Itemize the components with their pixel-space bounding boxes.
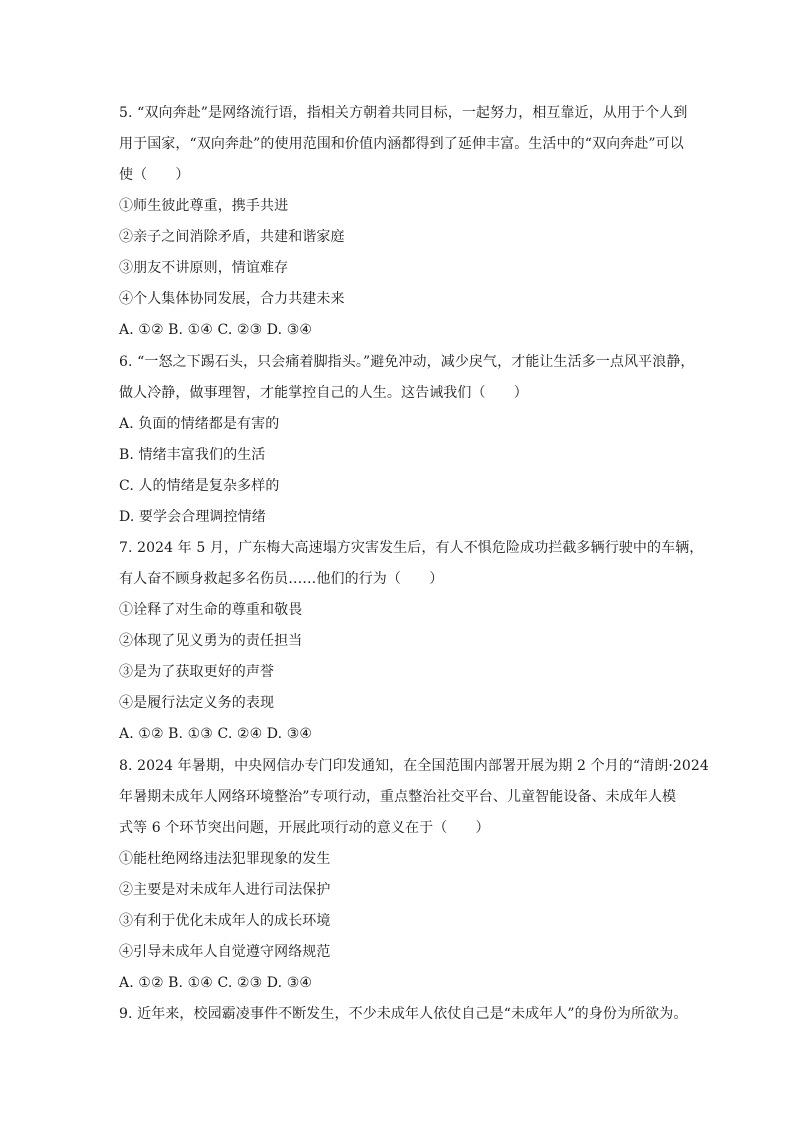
q7-options: A. ①② B. ①③ C. ②④ D. ③④ bbox=[119, 726, 312, 742]
q8-stem-line-3: 式等 6 个环节突出问题，开展此项行动的意义在于（ ） bbox=[119, 820, 490, 836]
q7-stem-line-1: 7. 2024 年 5 月，广东梅大高速塌方灾害发生后，有人不惧危险成功拦截多辆行驶中的车辆， bbox=[119, 540, 704, 556]
q6-stem-line-2: 做人冷静，做事理智，才能掌控自己的人生。这告诫我们（ ） bbox=[119, 385, 528, 401]
q6-option-b: B. 情绪丰富我们的生活 bbox=[119, 447, 266, 463]
q5-statement-1: ①师生彼此尊重，携手共进 bbox=[119, 198, 289, 214]
q8-options: A. ①② B. ①④ C. ②③ D. ③④ bbox=[119, 975, 312, 991]
q5-stem-line-1: 5. “双向奔赴”是网络流行语，指相关方朝着共同目标，一起努力，相互靠近，从用于个人到 bbox=[119, 105, 688, 121]
q5-stem-line-2: 用于国家，“双向奔赴”的使用范围和价值内涵都得到了延伸丰富。生活中的“双向奔赴”可以 bbox=[119, 136, 684, 152]
q5-statement-3: ③朋友不讲原则，情谊难存 bbox=[119, 260, 289, 276]
q5-statement-4: ④个人集体协同发展，合力共建未来 bbox=[119, 291, 345, 307]
q5-stem-line-3: 使（ ） bbox=[119, 167, 190, 183]
q8-stem-line-2: 年暑期未成年人网络环境整治”专项行动，重点整治社交平台、儿童智能设备、未成年人模 bbox=[119, 789, 677, 805]
q9-stem-line-1: 9. 近年来，校园霸凌事件不断发生，不少未成年人依仗自己是“未成年人”的身份为所欲为。 bbox=[119, 1006, 688, 1022]
q7-stem-line-2: 有人奋不顾身救起多名伤员……他们的行为（ ） bbox=[119, 571, 444, 587]
q8-statement-3: ③有利于优化未成年人的成长环境 bbox=[119, 913, 331, 929]
q6-option-d: D. 要学会合理调控情绪 bbox=[119, 509, 266, 525]
q8-statement-1: ①能杜绝网络违法犯罪现象的发生 bbox=[119, 851, 331, 867]
q5-options: A. ①② B. ①④ C. ②③ D. ③④ bbox=[119, 322, 312, 338]
q7-statement-4: ④是履行法定义务的表现 bbox=[119, 695, 275, 711]
q8-statement-2: ②主要是对未成年人进行司法保护 bbox=[119, 882, 331, 898]
q7-statement-2: ②体现了见义勇为的责任担当 bbox=[119, 633, 303, 649]
q6-stem-line-1: 6. “一怒之下踢石头，只会痛着脚指头。”避免冲动，减少戾气，才能让生活多一点风平浪静， bbox=[119, 354, 695, 370]
q5-statement-2: ②亲子之间消除矛盾，共建和谐家庭 bbox=[119, 229, 345, 245]
q7-statement-1: ①诠释了对生命的尊重和敬畏 bbox=[119, 602, 303, 618]
q8-stem-line-1: 8. 2024 年暑期，中央网信办专门印发通知，在全国范围内部署开展为期 2 个月的“清朗·2024 bbox=[119, 758, 709, 774]
q6-option-a: A. 负面的情绪都是有害的 bbox=[119, 416, 280, 432]
q8-statement-4: ④引导未成年人自觉遵守网络规范 bbox=[119, 944, 331, 960]
q7-statement-3: ③是为了获取更好的声誉 bbox=[119, 664, 275, 680]
q6-option-c: C. 人的情绪是复杂多样的 bbox=[119, 478, 280, 494]
